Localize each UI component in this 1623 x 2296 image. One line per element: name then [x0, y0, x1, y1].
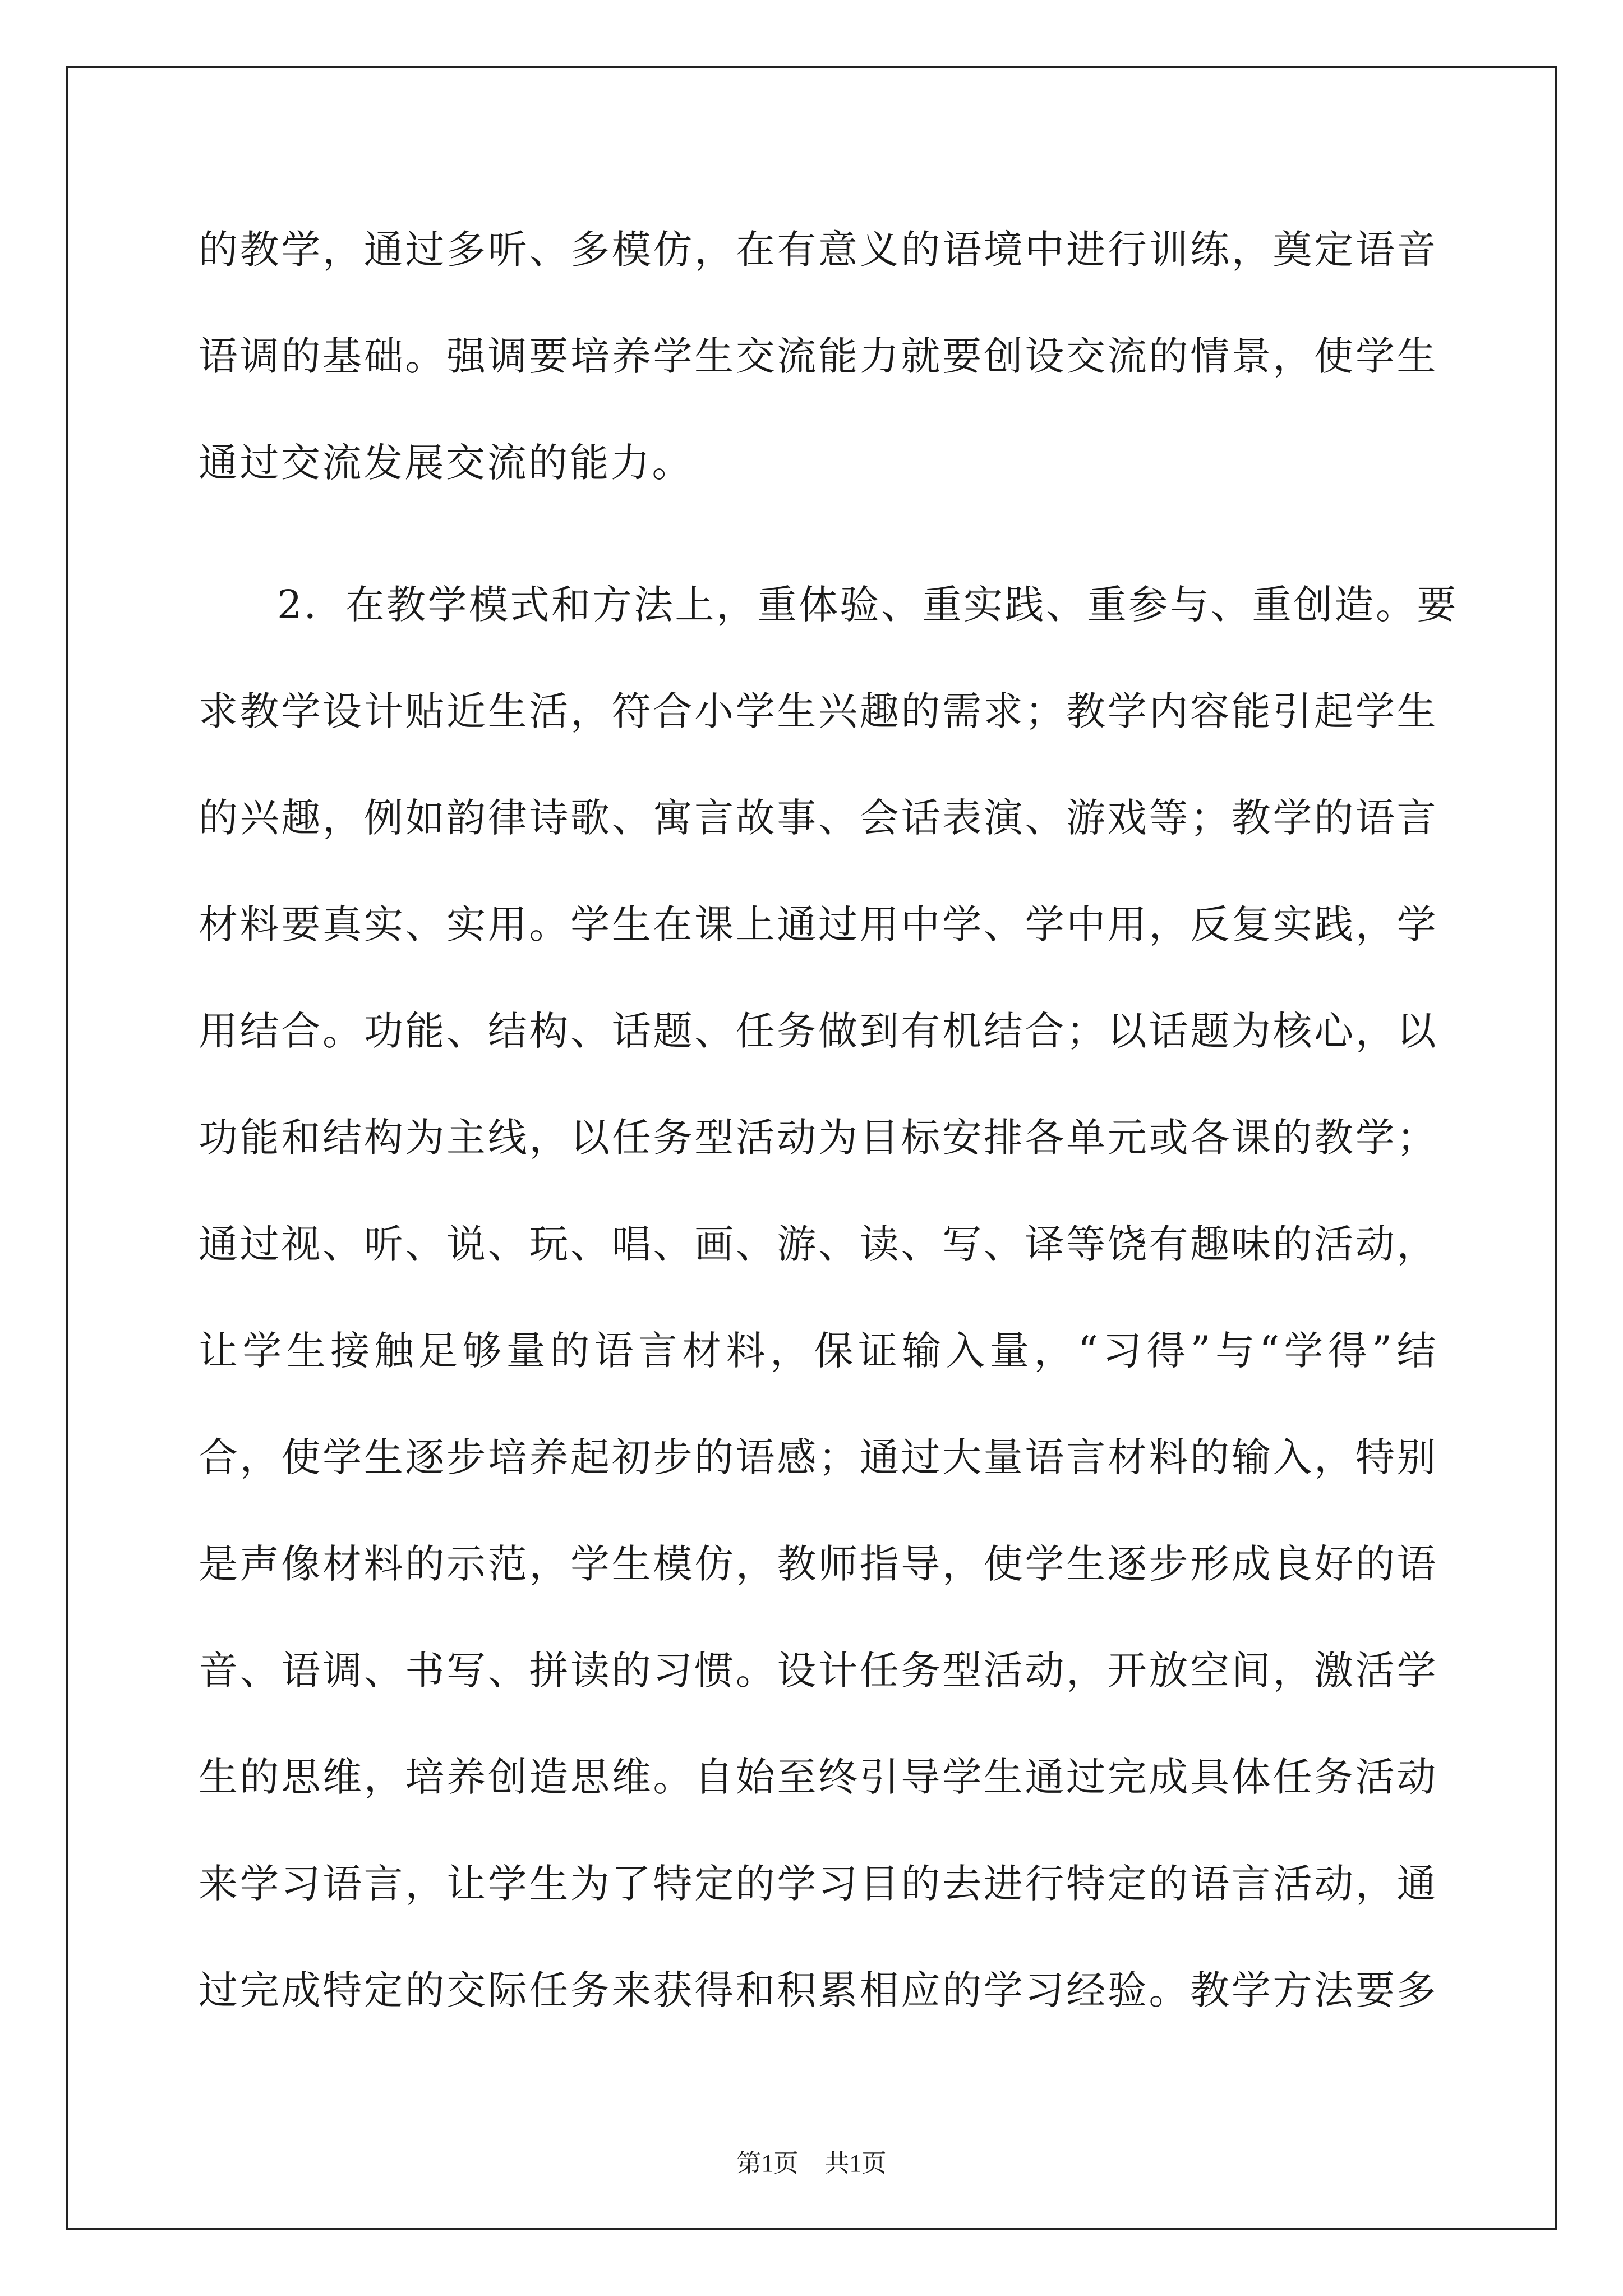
text-line: 求教学设计贴近生活，符合小学生兴趣的需求；教学内容能引起学生: [199, 688, 1438, 734]
text-line: 音、语调、书写、拼读的习惯。设计任务型活动，开放空间，激活学: [199, 1648, 1438, 1694]
text-line: 生的思维，培养创造思维。自始至终引导学生通过完成具体任务活动: [199, 1754, 1438, 1800]
text-line: 通过视、听、说、玩、唱、画、游、读、写、译等饶有趣味的活动，: [199, 1221, 1438, 1267]
text-line: 的教学，通过多听、多模仿，在有意义的语境中进行训练，奠定语音: [199, 227, 1438, 273]
text-line: 的兴趣，例如韵律诗歌、寓言故事、会话表演、游戏等；教学的语言: [199, 795, 1438, 841]
page-number: 第1页: [736, 2150, 799, 2177]
text-line: 来学习语言，让学生为了特定的学习目的去进行特定的语言活动，通: [199, 1861, 1438, 1907]
text-line: 是声像材料的示范，学生模仿，教师指导，使学生逐步形成良好的语: [199, 1541, 1438, 1587]
document-body: [199, 196, 1459, 2044]
text-line: 语调的基础。强调要培养学生交流能力就要创设交流的情景，使学生: [199, 333, 1438, 379]
text-line: 让学生接触足够量的语言材料，保证输入量，“习得”与“学得”结: [199, 1328, 1438, 1374]
text-line: 用结合。功能、结构、话题、任务做到有机结合；以话题为核心，以: [199, 1008, 1438, 1054]
page-footer: [0, 2143, 1623, 2179]
text-line: 材料要真实、实用。学生在课上通过用中学、学中用，反复实践，学: [199, 901, 1438, 947]
text-line: 功能和结构为主线，以任务型活动为目标安排各单元或各课的教学；: [199, 1115, 1438, 1161]
text-line: 2．在教学模式和方法上，重体验、重实践、重参与、重创造。要: [277, 582, 1459, 628]
text-line: 通过交流发展交流的能力。: [199, 440, 693, 486]
paragraph: [199, 196, 1438, 516]
text-line: 合，使学生逐步培养起初步的语感；通过大量语言材料的输入，特别: [199, 1434, 1438, 1480]
paragraph: [199, 551, 1459, 2044]
text-line: 过完成特定的交际任务来获得和积累相应的学习经验。教学方法要多: [199, 1967, 1438, 2013]
page-total: 共1页: [824, 2150, 887, 2177]
